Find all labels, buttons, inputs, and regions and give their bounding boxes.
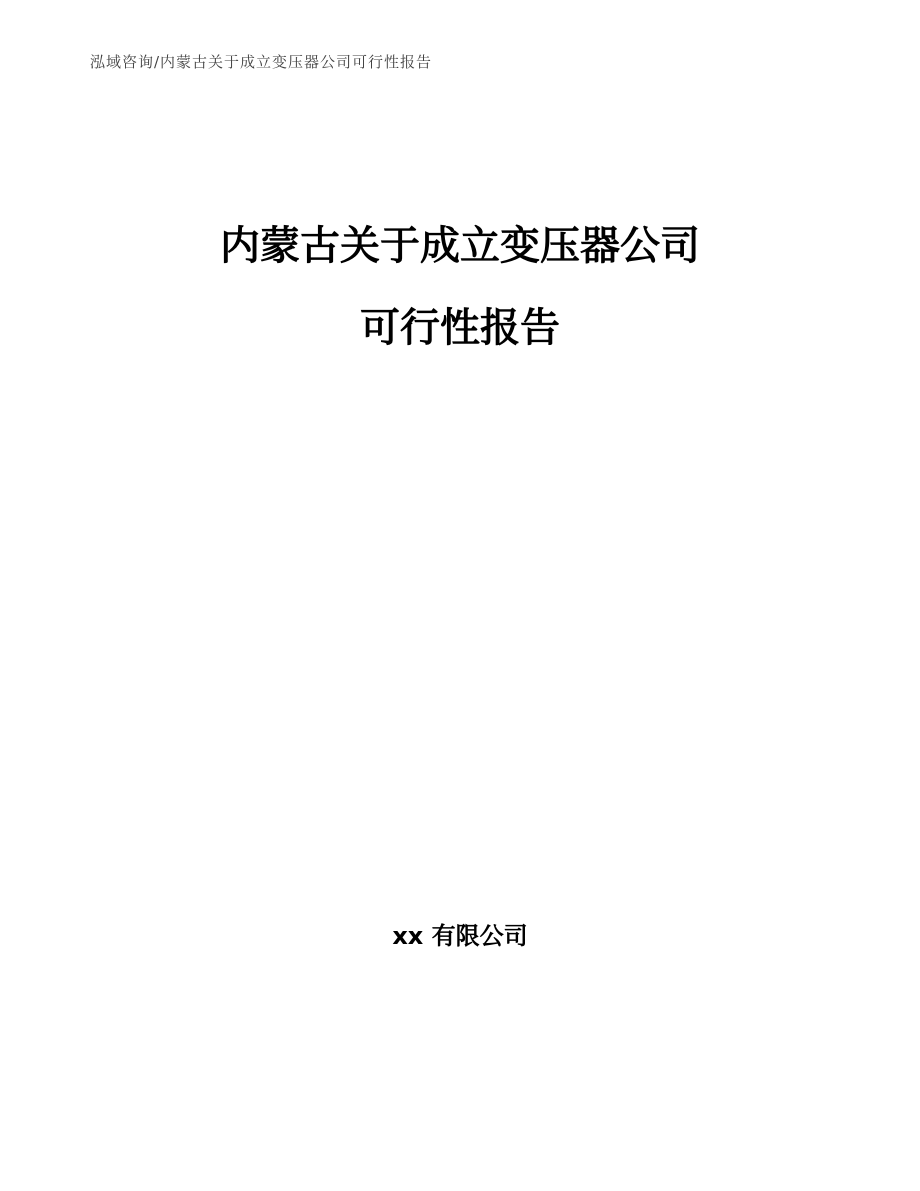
document-header-line: 泓域咨询/内蒙古关于成立变压器公司可行性报告 (90, 53, 433, 71)
document-title-line-2: 可行性报告 (360, 305, 560, 351)
company-name: xx 有限公司 (392, 922, 528, 950)
document-title-line-1: 内蒙古关于成立变压器公司 (220, 223, 700, 269)
